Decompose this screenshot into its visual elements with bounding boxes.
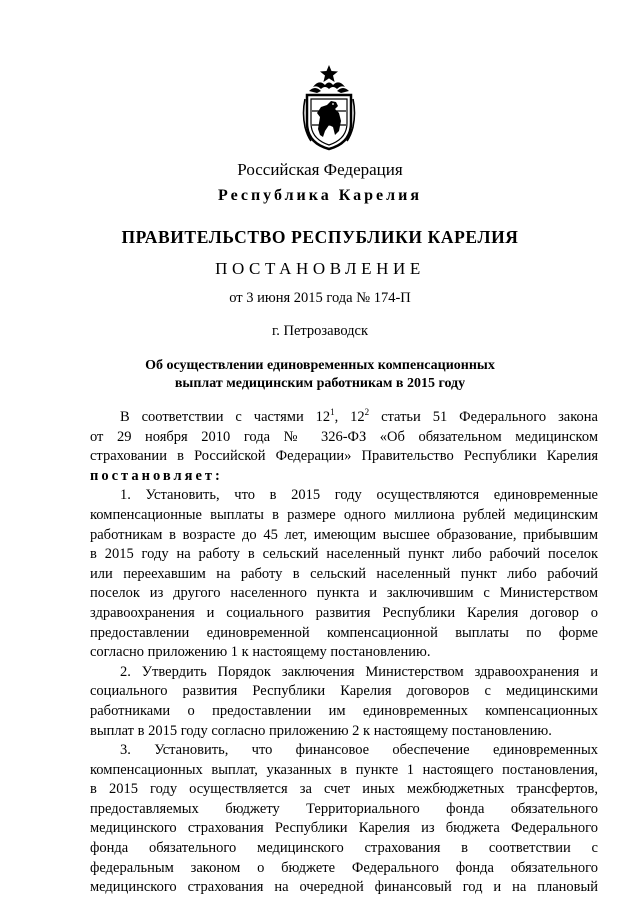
clause-line: выплат в 2015 году согласно приложению 2 к настоящему постановлению. bbox=[90, 722, 552, 739]
clause-line: работниками о предоставлении им единовременных компенсационных bbox=[90, 702, 598, 719]
clause-line: медицинского страхования Республики Карелия из бюджета Федерального bbox=[90, 820, 598, 837]
subject-line: выплат медицинским работникам в 2015 году bbox=[174, 376, 466, 391]
clause-line: 3. Установить, что финансовое обеспечение единовременных bbox=[120, 742, 598, 759]
clause-line: поселок из другого населенного пункта и заключившим с Министерством bbox=[90, 585, 598, 602]
document-subject bbox=[0, 357, 640, 393]
clause-line: предоставляемых бюджету Территориального фонда обязательного bbox=[90, 800, 598, 817]
clause-line: 1. Установить, что в 2015 году осуществляются единовременные bbox=[120, 487, 598, 504]
clause-line: здравоохранения и социального развития Республики Карелия договор о bbox=[90, 604, 598, 621]
clause-line: компенсационных выплат, указанных в пункте 1 настоящего постановления, bbox=[90, 761, 598, 778]
preamble-line: страховании в Российской Федерации» Правительство Республики Карелия bbox=[90, 448, 598, 465]
clause-line: компенсационные выплаты в размере одного миллиона рублей медицинским bbox=[90, 506, 598, 523]
clause-line: 2. Утвердить Порядок заключения Министерством здравоохранения и bbox=[120, 663, 598, 680]
clause-2 bbox=[90, 663, 598, 741]
clause-line: в 2015 году осуществляется за счет иных межбюджетных трансфертов, bbox=[90, 781, 598, 798]
clause-line: или переехавшим на работу в сельский населенный пункт либо рабочий bbox=[90, 565, 598, 582]
republic-name: Республика Карелия bbox=[218, 187, 422, 204]
clause-line: социального развития Республики Карелия договоров с медицинскими bbox=[90, 683, 598, 700]
clause-line: медицинского страхования на очередной финансовый год и на плановый bbox=[90, 879, 598, 896]
country-name: Российская Федерация bbox=[237, 160, 403, 179]
document-city: г. Петрозаводск bbox=[271, 323, 369, 339]
clause-line: федеральным законом о бюджете Федерального фонда обязательного bbox=[90, 859, 598, 876]
document-type: ПОСТАНОВЛЕНИЕ bbox=[215, 259, 425, 278]
clause-line: работникам в возрасте до 45 лет, имеющим высшее образование, прибывшим bbox=[90, 526, 598, 543]
preamble-line: В соответствии с частями $12^1$, $12^2$ статьи 51 Федерального закона bbox=[120, 407, 598, 425]
clause-line: согласно приложению 1 к настоящему постановлению. bbox=[90, 644, 431, 661]
clause-line: фонда обязательного медицинского страхования в соответствии с bbox=[90, 840, 598, 857]
preamble-line: от 29 ноября 2010 года № 326-ФЗ «Об обязательном медицинском bbox=[90, 428, 598, 445]
document-body bbox=[90, 408, 598, 898]
document-date-number: от 3 июня 2015 года № 174-П bbox=[229, 290, 411, 306]
clause-3 bbox=[90, 741, 598, 898]
clause-line: предоставлении единовременной компенсационной выплаты по форме bbox=[90, 624, 598, 641]
clause-1 bbox=[90, 486, 598, 662]
decree-word: постановляет: bbox=[90, 467, 223, 484]
karelia-coat-of-arms-icon bbox=[301, 65, 357, 151]
government-name: ПРАВИТЕЛЬСТВО РЕСПУБЛИКИ КАРЕЛИЯ bbox=[121, 227, 519, 247]
subject-line: Об осуществлении единовременных компенсационных bbox=[145, 358, 495, 373]
clause-line: в 2015 году на работу в сельский населенный пункт либо рабочий поселок bbox=[90, 546, 598, 563]
preamble bbox=[90, 408, 598, 486]
